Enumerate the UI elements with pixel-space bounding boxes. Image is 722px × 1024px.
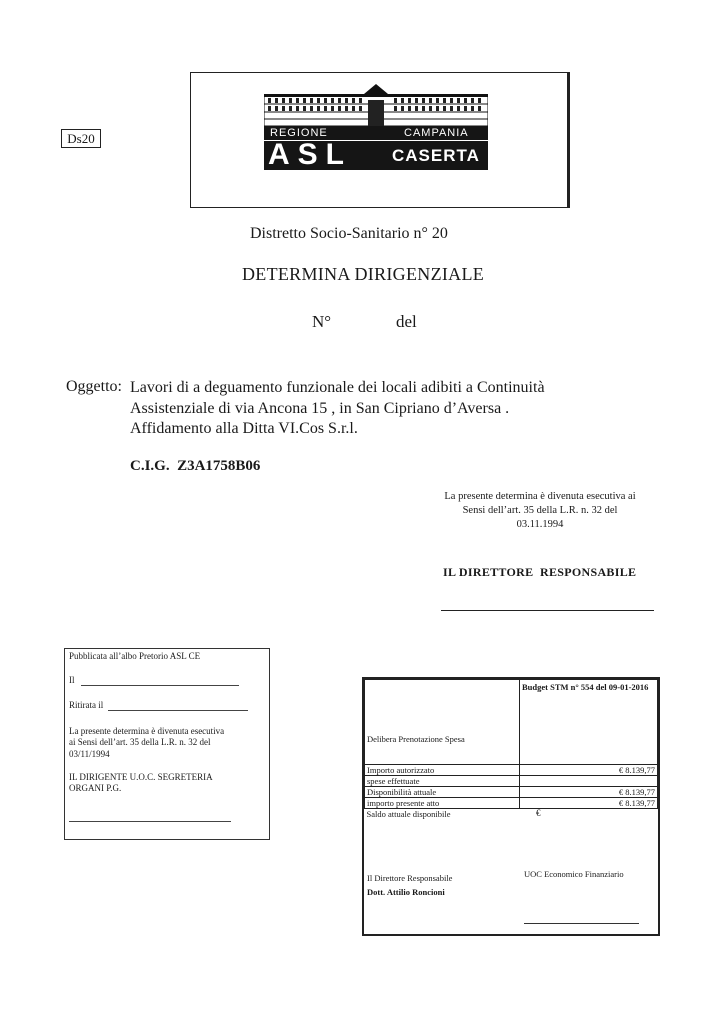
albo-ritirata-label: Ritirata il bbox=[69, 700, 104, 710]
subject-label: Oggetto: bbox=[66, 378, 122, 395]
executive-note bbox=[420, 490, 660, 532]
budget-row-value bbox=[520, 776, 658, 787]
budget-header-row bbox=[365, 680, 658, 765]
budget-row-label: Importo autorizzato bbox=[365, 765, 520, 776]
budget-right-signature-line bbox=[524, 923, 639, 924]
signatory-title: IL DIRETTORE RESPONSABILE bbox=[443, 565, 637, 579]
cig-code: C.I.G. Z3A1758B06 bbox=[130, 458, 261, 474]
table-row bbox=[365, 798, 658, 809]
albo-note-line: ai Sensi dell’art. 35 della L.R. n. 32 del bbox=[69, 737, 211, 747]
budget-header-left: Delibera Prenotazione Spesa bbox=[365, 680, 520, 765]
logo-asl-band bbox=[264, 138, 488, 171]
logo-city-text: CASERTA bbox=[392, 146, 480, 165]
subject-line: Assistenziale di via Ancona 15 , in San Cipriano d’Aversa . bbox=[130, 400, 510, 417]
subject-line: Lavori di a deguamento funzionale dei locali adibiti a Continuità bbox=[130, 379, 545, 396]
budget-row-value: € 8.139,77 bbox=[520, 787, 658, 798]
document-type-heading: DETERMINA DIRIGENZIALE bbox=[242, 264, 485, 284]
albo-il-row bbox=[69, 675, 239, 686]
albo-note-line: La presente determina è divenuta esecutiva bbox=[69, 726, 225, 736]
table-row bbox=[365, 809, 658, 820]
table-row bbox=[365, 787, 658, 798]
albo-dirigente: IL DIRIGENTE U.O.C. SEGRETERIA bbox=[69, 772, 213, 782]
budget-table bbox=[364, 679, 658, 819]
albo-il-line bbox=[81, 676, 239, 686]
albo-published: Pubblicata all’albo Pretorio ASL CE bbox=[69, 651, 201, 661]
logo-region-left: REGIONE bbox=[270, 127, 328, 139]
executive-note-line: 03.11.1994 bbox=[516, 519, 564, 530]
albo-dirigente: ORGANI P.G. bbox=[69, 783, 122, 793]
budget-row-label: importo presente atto bbox=[365, 798, 520, 809]
budget-row-label: spese effettuate bbox=[365, 776, 520, 787]
budget-left-signatory-name: Dott. Attilio Roncioni bbox=[367, 887, 445, 897]
albo-ritirata-line bbox=[108, 701, 248, 711]
logo-region-right: CAMPANIA bbox=[404, 127, 469, 139]
budget-left-signatory bbox=[367, 871, 452, 899]
table-row bbox=[365, 776, 658, 787]
budget-right-signatory: UOC Economico Finanziario bbox=[524, 869, 624, 879]
asl-caserta-logo bbox=[264, 84, 488, 170]
budget-row-value: € 8.139,77 bbox=[520, 765, 658, 776]
budget-saldo-label: Saldo attuale disponibile bbox=[365, 809, 520, 820]
albo-signature-line bbox=[69, 811, 231, 822]
albo-note-line: 03/11/1994 bbox=[69, 749, 110, 759]
budget-header-right: Budget STM n° 554 del 09-01-2016 bbox=[520, 680, 658, 765]
district-heading: Distretto Socio-Sanitario n° 20 bbox=[250, 225, 448, 242]
number-label: N° bbox=[312, 312, 332, 331]
date-label: del bbox=[396, 312, 417, 331]
budget-row-value: € 8.139,77 bbox=[520, 798, 658, 809]
table-row bbox=[365, 765, 658, 776]
document-code-badge: Ds20 bbox=[61, 129, 101, 148]
albo-pretorio-box bbox=[64, 648, 270, 840]
signature-line bbox=[441, 610, 654, 611]
albo-ritirata-row bbox=[69, 700, 248, 711]
subject-line: Affidamento alla Ditta VI.Cos S.r.l. bbox=[130, 420, 358, 437]
budget-saldo-value: € bbox=[536, 808, 541, 818]
budget-left-signatory-title: Il Direttore Responsabile bbox=[367, 873, 453, 883]
budget-row-label: Disponibilità attuale bbox=[365, 787, 520, 798]
albo-il-label: Il bbox=[69, 675, 75, 685]
executive-note-line: Sensi dell’art. 35 della L.R. n. 32 del bbox=[462, 505, 618, 516]
budget-box bbox=[362, 677, 660, 936]
palace-icon bbox=[264, 84, 488, 126]
executive-note-line: La presente determina è divenuta esecutiva ai bbox=[444, 491, 636, 502]
logo-asl-text: ASL bbox=[268, 138, 352, 171]
